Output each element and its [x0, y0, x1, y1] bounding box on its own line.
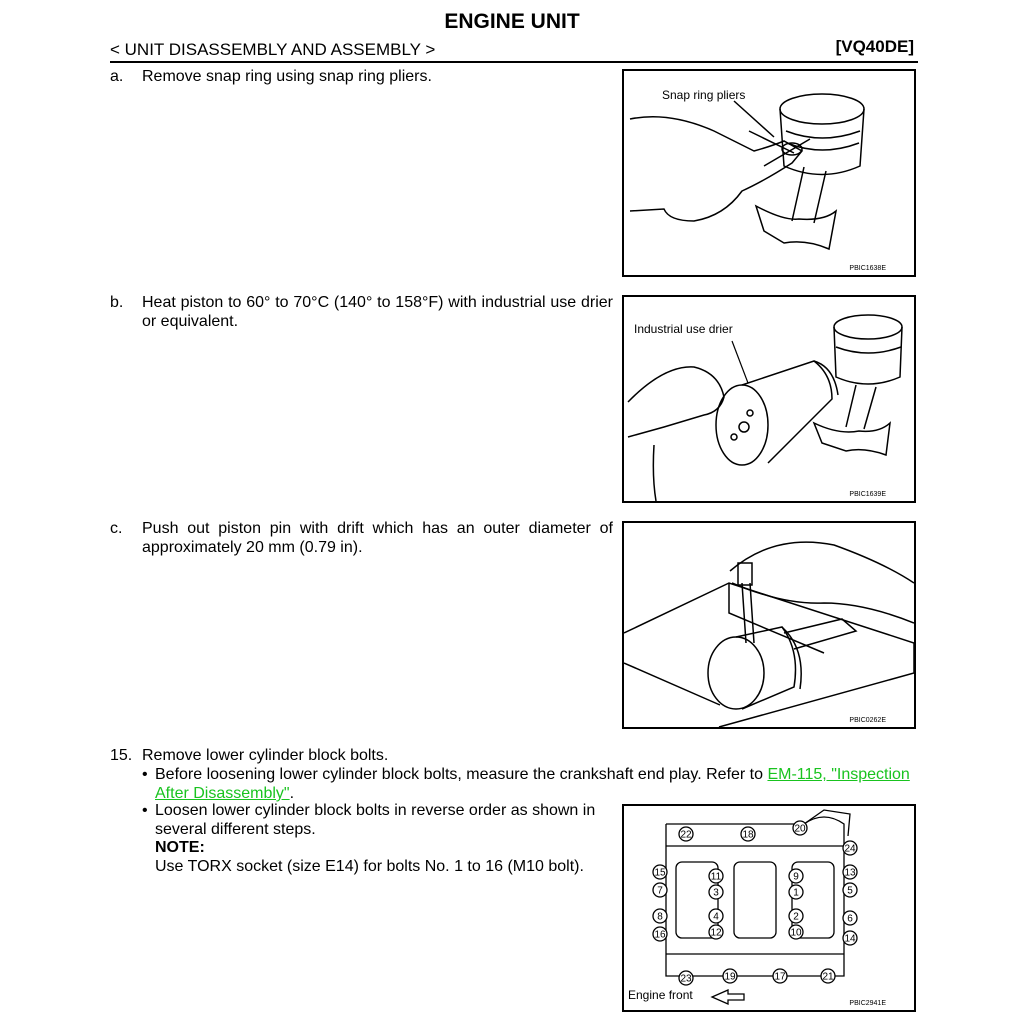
bolt-number-3: 3	[713, 887, 719, 899]
bolt-number-13: 13	[844, 867, 856, 879]
bolt-number-24: 24	[844, 843, 856, 855]
bolt-number-7: 7	[657, 885, 663, 897]
figure-2-caption: Industrial use drier	[634, 322, 733, 336]
bullet-end-play-post: .	[289, 785, 295, 802]
bolt-number-15: 15	[654, 867, 666, 879]
page-title: ENGINE UNIT	[444, 10, 580, 33]
bolt-number-4: 4	[713, 911, 719, 923]
step-a-text: Remove snap ring using snap ring pliers.	[142, 68, 432, 85]
figure-push-piston-pin	[622, 521, 916, 729]
header-rule	[110, 61, 918, 63]
figure-4-id: PBIC2941E	[849, 1000, 886, 1007]
step-c-text: Push out piston pin with drift which has an outer diameter of approximately 20 mm (0.79 in).	[142, 520, 613, 556]
bolt-number-2: 2	[793, 911, 799, 923]
figure-1-caption: Snap ring pliers	[662, 88, 746, 102]
bolt-number-1: 1	[793, 887, 799, 899]
bolt-number-6: 6	[847, 913, 853, 925]
step-a-label: a.	[110, 68, 124, 85]
figure-3-id: PBIC0262E	[849, 717, 886, 724]
step-15-text: Remove lower cylinder block bolts.	[142, 747, 389, 764]
inspection-after-disassembly-link[interactable]: EM-115, "Inspection After Disassembly"	[155, 766, 910, 802]
step-c-label: c.	[110, 520, 123, 537]
step-b-text: Heat piston to 60° to 70°C (140° to 158°F) with industrial use drier or equivalent.	[142, 294, 613, 330]
figure-lower-block-bolts	[622, 804, 916, 1012]
bolt-number-20: 20	[794, 823, 806, 835]
bolt-number-10: 10	[790, 927, 802, 939]
bolt-number-16: 16	[654, 929, 666, 941]
figure-snap-ring-pliers	[622, 69, 916, 277]
figure-4-caption: Engine front	[628, 988, 693, 1002]
step-15-label: 15.	[110, 747, 133, 764]
bullet-end-play-text	[155, 765, 917, 803]
note-label: NOTE:	[155, 839, 205, 856]
bolt-number-19: 19	[724, 971, 736, 983]
bolt-number-5: 5	[847, 885, 853, 897]
bolt-number-12: 12	[710, 927, 722, 939]
bullet-dot: •	[142, 802, 148, 819]
bolt-number-17: 17	[774, 971, 786, 983]
step-b-label: b.	[110, 294, 124, 311]
section-heading: < UNIT DISASSEMBLY AND ASSEMBLY >	[110, 40, 436, 59]
note-text: Use TORX socket (size E14) for bolts No. 1 to 16 (M10 bolt).	[155, 858, 584, 875]
figure-2-id: PBIC1639E	[849, 491, 886, 498]
bolt-number-21: 21	[822, 971, 834, 983]
bolt-number-9: 9	[793, 871, 799, 883]
bullet-loosen-bolts-text: Loosen lower cylinder block bolts in reverse order as shown in several different steps.	[155, 802, 596, 838]
bolt-order-diagram	[624, 806, 914, 1010]
engine-model: [VQ40DE]	[835, 37, 914, 56]
figure-industrial-drier	[622, 295, 916, 503]
bolt-number-8: 8	[657, 911, 663, 923]
bolt-number-23: 23	[680, 973, 692, 985]
bolt-number-11: 11	[710, 871, 722, 883]
bolt-number-22: 22	[680, 829, 692, 841]
bolt-number-14: 14	[844, 933, 856, 945]
figure-1-id: PBIC1638E	[849, 265, 886, 272]
piston-pin-illustration	[624, 523, 914, 727]
bullet-dot: •	[142, 766, 148, 783]
bolt-number-18: 18	[742, 829, 754, 841]
bullet-end-play-pre: Before loosening lower cylinder block bolts, measure the crankshaft end play. Refer to	[155, 766, 768, 783]
